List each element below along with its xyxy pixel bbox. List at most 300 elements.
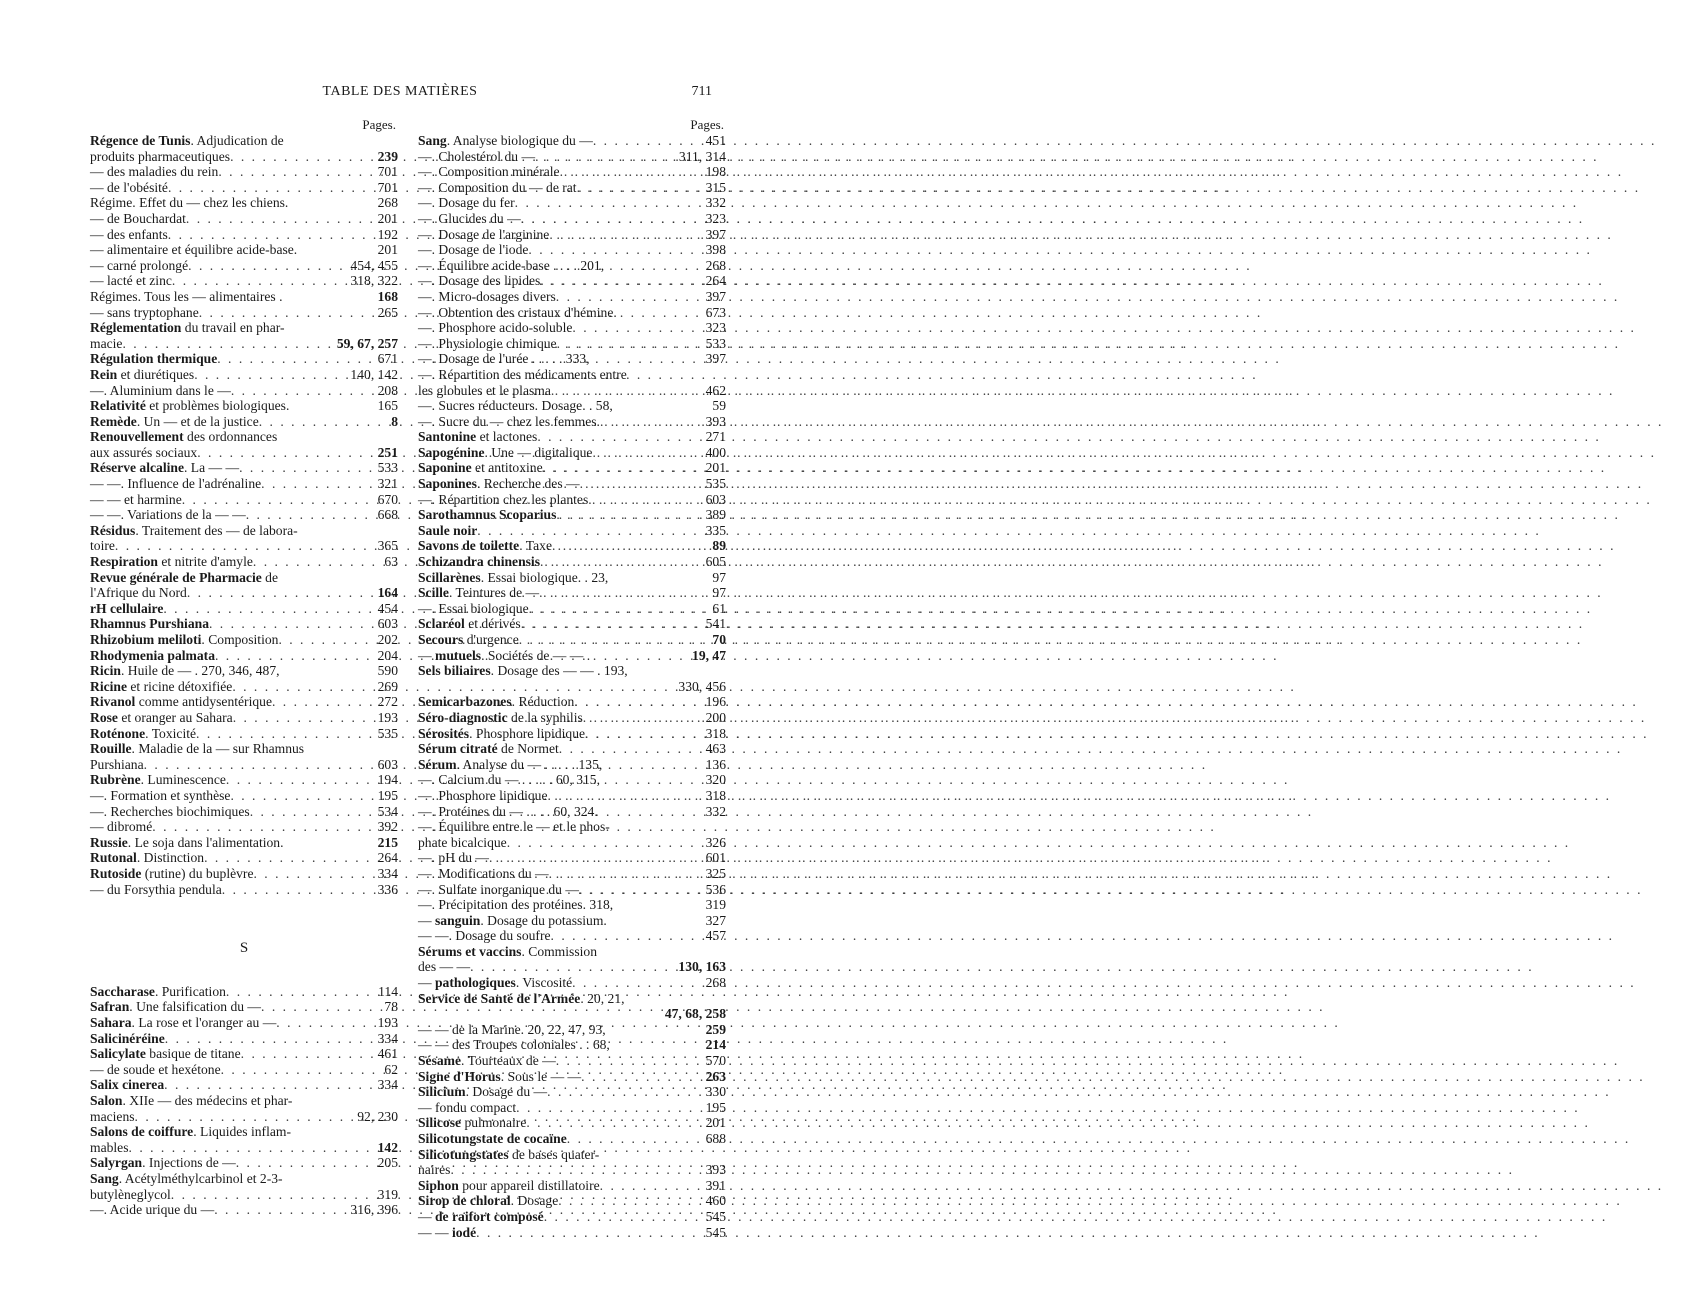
entry-page: 603 (377, 756, 398, 772)
entry-page: 140, 142 (350, 366, 398, 382)
entry-text: Schizandra chinensis (418, 554, 540, 570)
index-entry (418, 570, 726, 586)
index-entry (418, 476, 726, 492)
index-entry (90, 585, 398, 601)
entry-page: 533 (377, 460, 398, 476)
index-entry (418, 1084, 726, 1100)
entry-page: 397 (705, 351, 726, 367)
index-entry (418, 726, 726, 742)
index-entry (90, 999, 398, 1015)
entry-text: Salicinéréine (90, 1030, 165, 1046)
entry-page: 318, 322 (350, 273, 398, 289)
entry-page: 454 (377, 600, 398, 616)
dot-leader (129, 1140, 375, 1156)
entry-text: Ricin. Huile de — . 270, 346, 487, (90, 663, 280, 679)
index-entry (90, 320, 398, 336)
index-entry (90, 476, 398, 492)
entry-text: Sérums et vaccins. Commission (418, 943, 597, 959)
entry-text: —. Sulfate inorganique du — (418, 881, 579, 897)
entry-page: 194 (377, 772, 398, 788)
dot-leader (217, 351, 374, 367)
index-entry (90, 227, 398, 243)
entry-text: — dibromé (90, 819, 153, 835)
entry-page: 335 (705, 522, 726, 538)
index-entry (418, 1193, 726, 1209)
index-entry (90, 1155, 398, 1171)
dot-leader (204, 850, 375, 866)
entry-page: 326 (705, 834, 726, 850)
dot-leader (209, 616, 375, 632)
entry-text: Rutonal. Distinction (90, 850, 205, 866)
entry-text: Revue générale de Pharmacie de (90, 569, 278, 585)
entry-text: —. Obtention des cristaux d'hémine. (418, 304, 617, 320)
entry-page: 536 (705, 881, 726, 897)
index-entry (418, 383, 726, 399)
entry-text: mables (90, 1139, 129, 1155)
dot-leader (187, 585, 375, 601)
index-entry (90, 694, 398, 710)
index-entry (90, 1046, 398, 1062)
section-letter: S (239, 940, 249, 957)
entry-page: 533 (705, 335, 726, 351)
entry-page: 671 (377, 351, 398, 367)
entry-text: —. Phosphore lipidique (418, 787, 548, 803)
entry-page: 334 (377, 1030, 398, 1046)
entry-text: des — — (418, 959, 471, 975)
index-entry (418, 694, 726, 710)
entry-text: — —. Dosage du soufre (418, 928, 551, 944)
entry-page: 259 (705, 1021, 726, 1037)
entry-text: Sang. Analyse biologique du — (418, 133, 593, 148)
entry-text: Régimes. Tous les — alimentaires . (90, 288, 283, 304)
index-entry (90, 133, 398, 149)
index-entry (418, 1162, 726, 1178)
index-entry (418, 866, 726, 882)
dot-leader (540, 554, 703, 570)
entry-text: les globules et le plasma (418, 382, 551, 398)
dot-leader (168, 227, 375, 243)
entry-page: 319 (377, 1186, 398, 1202)
entry-page: 327 (705, 912, 726, 928)
index-entry (418, 741, 726, 757)
entry-page: 201 (377, 242, 398, 258)
index-entry (90, 273, 398, 289)
entry-page: 323 (705, 210, 726, 226)
entry-page: 61 (712, 600, 726, 616)
entry-text: Rouille. Maladie de la — sur Rhamnus (90, 741, 305, 757)
entry-text: — de Bouchardat (90, 210, 186, 226)
entry-text: —. Cholestérol du — (418, 148, 536, 164)
entry-text: —. Physiologie chimique (418, 335, 557, 351)
entry-text: — sans tryptophane (90, 304, 199, 320)
entry-text: Rhizobium meliloti. Composition (90, 632, 279, 647)
entry-text: Renouvellement des ordonnances (90, 429, 278, 445)
dot-leader (592, 445, 702, 461)
index-entry (90, 710, 398, 726)
index-entry (418, 882, 726, 898)
index-entry (418, 429, 726, 445)
entry-text: —. pH du — (418, 850, 489, 866)
index-entry (90, 507, 398, 523)
dot-leader (559, 741, 703, 757)
dot-leader (551, 928, 703, 944)
entry-page: 196 (705, 694, 726, 710)
entry-text: — sanguin. Dosage du potassium. (418, 912, 607, 928)
entry-page: 389 (705, 507, 726, 523)
entry-page: 63 (384, 554, 398, 570)
entry-page: 535 (705, 476, 726, 492)
entry-text: Rose et oranger au Sahara (90, 709, 233, 725)
dot-leader (272, 694, 375, 710)
dot-leader (572, 320, 702, 336)
entry-text: —. Recherches biochimiques (90, 803, 250, 819)
entry-text: —. Aluminium dans le — (90, 382, 231, 398)
dot-leader (537, 429, 702, 445)
index-entry (90, 336, 398, 352)
entry-page: 265 (377, 304, 398, 320)
entry-text: Service de Santé de l'Armée. 20, 21, (418, 990, 625, 1006)
index-entry (90, 554, 398, 570)
entry-text: Scille. Teintures de — (418, 585, 540, 601)
entry-page: 398 (705, 242, 726, 258)
index-entry (418, 1037, 726, 1053)
dot-leader (470, 959, 675, 975)
index-entry (418, 242, 726, 258)
entry-page: 701 (377, 179, 398, 195)
index-entry (418, 523, 726, 539)
entry-page: 673 (705, 304, 726, 320)
entry-page: 193 (377, 1015, 398, 1031)
index-entry (90, 1093, 398, 1109)
dot-leader (515, 195, 703, 211)
index-entry (90, 1202, 398, 1218)
index-entry (418, 585, 726, 601)
entry-text: —. Sucres réducteurs. Dosage. . 58, (418, 398, 613, 414)
entry-text: Sang. Acétylméthylcarbinol et 2-3- (90, 1171, 283, 1186)
entry-page: 269 (377, 678, 398, 694)
dot-leader (122, 336, 333, 352)
entry-text: Russie. Le soja dans l'alimentation. (90, 834, 284, 850)
entry-text: Relativité et problèmes biologiques. (90, 398, 290, 414)
entry-text: — mutuels. Sociétés de — — . (418, 647, 591, 663)
index-entry (90, 367, 398, 383)
entry-text: Salons de coiffure. Liquides inflam- (90, 1124, 291, 1140)
dot-leader (182, 492, 375, 508)
entry-page: 332 (705, 195, 726, 211)
entry-text: Silicotungstate de cocaïne (418, 1131, 567, 1146)
entry-text: —. Micro-dosages divers (418, 288, 556, 304)
entry-text: Roténone. Toxicité (90, 725, 197, 741)
index-entry (418, 414, 726, 430)
entry-page: 78 (384, 999, 398, 1015)
index-entry (90, 492, 398, 508)
index-entry (90, 741, 398, 757)
index-entry (90, 289, 398, 305)
index-entry (90, 149, 398, 165)
entry-text: —. Dosage de l'iode (418, 242, 529, 258)
index-entry (418, 507, 726, 523)
index-entry (418, 180, 726, 196)
entry-text: rH cellulaire (90, 600, 164, 616)
index-entry (418, 991, 726, 1007)
dot-leader (165, 1031, 375, 1047)
index-entry (418, 1147, 726, 1163)
dot-leader (218, 164, 374, 180)
entry-text: — carné prolongé (90, 257, 189, 273)
dot-leader (239, 460, 374, 476)
entry-page: 268 (705, 975, 726, 991)
entry-page: 165 (377, 398, 398, 414)
dot-leader (528, 242, 702, 258)
dot-leader (600, 1178, 703, 1194)
index-entry (418, 289, 726, 305)
entry-page: 164 (377, 585, 398, 601)
entry-text: — de raifort composé (418, 1208, 544, 1224)
dot-leader (548, 788, 703, 804)
dot-leader (246, 507, 375, 523)
index-entry (418, 1209, 726, 1225)
index-entry (90, 383, 398, 399)
dot-leader (233, 710, 375, 726)
entry-page: 142 (377, 1139, 398, 1155)
entry-text: Semicarbazones. Réduction (418, 694, 575, 710)
index-entry (418, 663, 726, 679)
index-entry (90, 242, 398, 258)
entry-text: butylèneglycol (90, 1186, 171, 1202)
entry-text: — des maladies du rein (90, 164, 219, 180)
index-entry (418, 819, 726, 835)
dot-leader (144, 757, 375, 773)
entry-text: —. Phosphore acido-soluble (418, 320, 573, 336)
entry-page: 315 (705, 179, 726, 195)
entry-page: 545 (705, 1224, 726, 1240)
index-entry (418, 133, 726, 149)
index-entry (418, 164, 726, 180)
index-entry (90, 882, 398, 898)
dot-leader (507, 835, 703, 851)
entry-text: —. Équilibre entre le — et le phos- (418, 819, 610, 835)
entry-text: —. Acide urique du — (90, 1202, 215, 1218)
dot-leader (516, 1100, 702, 1116)
entry-text: — — de la Marine. 20, 22, 47, 93, (418, 1021, 606, 1037)
index-entry (90, 523, 398, 539)
entry-page: 318 (705, 725, 726, 741)
dot-leader (135, 1109, 355, 1125)
entry-text: — —. Variations de la — — (90, 507, 246, 523)
index-entry (90, 570, 398, 586)
entry-text: Résidus. Traitement des — de labora- (90, 522, 298, 538)
dot-leader (535, 149, 676, 165)
dot-leader (581, 1069, 702, 1085)
index-entry (90, 305, 398, 321)
dot-leader (556, 507, 702, 523)
dot-leader (539, 585, 709, 601)
index-entry (418, 772, 726, 788)
dot-leader (163, 601, 374, 617)
entry-page: 330, 456 (678, 678, 726, 694)
entry-text: —. Protéines du — . . . . 60, 324. (418, 803, 598, 819)
entry-text: — fondu compact (418, 1099, 517, 1115)
index-entry (418, 1225, 726, 1241)
entry-text: Purshiana (90, 756, 144, 772)
entry-page: 463 (705, 741, 726, 757)
index-entry (90, 351, 398, 367)
index-entry (418, 149, 726, 165)
entry-page: 330 (705, 1084, 726, 1100)
index-entry (90, 866, 398, 882)
entry-text: —. Équilibre acide-base . . . . 201, (418, 257, 605, 273)
entry-page: 334 (377, 865, 398, 881)
entry-text: Scillarènes. Essai biologique. . 23, (418, 569, 609, 585)
dot-leader (230, 788, 374, 804)
dot-leader (556, 1053, 703, 1069)
entry-page: 201 (705, 460, 726, 476)
dot-leader (556, 289, 703, 305)
entry-text: Salon. XIIe — des médecins et phar- (90, 1093, 293, 1109)
entry-page: 97 (712, 569, 726, 585)
dot-leader (214, 1202, 347, 1218)
entry-text: Sels biliaires. Dosage des — — . 193, (418, 663, 628, 679)
entry-text: l'Afrique du Nord (90, 585, 187, 601)
entry-page: 214 (705, 1037, 726, 1053)
entry-text: Remède. Un — et de la justice (90, 413, 259, 429)
entry-page: 89 (712, 538, 726, 554)
dot-leader (172, 273, 348, 289)
entry-page: 701 (377, 164, 398, 180)
dot-leader (583, 710, 703, 726)
index-entry (418, 1069, 726, 1085)
index-entry (90, 679, 398, 695)
index-entry (418, 211, 726, 227)
entry-page: 325 (705, 865, 726, 881)
entry-page: 601 (705, 850, 726, 866)
index-entry (90, 1015, 398, 1031)
index-entry (418, 897, 726, 913)
entry-text: Siphon pour appareil distillatoire (418, 1177, 600, 1193)
dot-leader (196, 726, 375, 742)
dot-leader (164, 1077, 374, 1093)
dot-leader (259, 414, 388, 430)
index-entry (418, 1100, 726, 1116)
dot-leader (477, 523, 702, 539)
index-entry (418, 788, 726, 804)
index-entry (418, 710, 726, 726)
dot-leader (186, 211, 375, 227)
index-entry (418, 1006, 726, 1022)
dot-leader (222, 882, 375, 898)
entry-text: Savons de toilette. Taxe (418, 538, 552, 554)
index-entry (90, 1171, 398, 1187)
entry-text: —. Formation et synthèse (90, 787, 231, 803)
index-entry (418, 367, 726, 383)
entry-text: —. Dosage du fer (418, 195, 515, 211)
entry-page: 541 (705, 616, 726, 632)
dot-leader (529, 601, 710, 617)
entry-text: —. Répartition chez les plantes (418, 491, 589, 507)
entry-text: Saccharase. Purification (90, 983, 226, 999)
entry-page: 393 (705, 1162, 726, 1178)
entry-text: — —. Influence de l'adrénaline (90, 476, 262, 492)
dot-leader (236, 1155, 375, 1171)
entry-text: —. Glucides du — (418, 210, 521, 226)
dot-leader (226, 984, 375, 1000)
dot-leader (579, 882, 703, 898)
entry-text: — de l'obésité (90, 179, 168, 195)
dot-leader (580, 476, 703, 492)
entry-page: 545 (705, 1208, 726, 1224)
entry-page: 670 (377, 491, 398, 507)
entry-text: Rivanol comme antidysentérique (90, 694, 272, 710)
entry-text: Rutoside (rutine) du buplèvre (90, 865, 254, 881)
index-entry (418, 616, 726, 632)
entry-text: Rhamnus Purshiana (90, 616, 209, 632)
entry-text: Sirop de chloral. Dosage (418, 1193, 559, 1209)
dot-leader (250, 804, 375, 820)
index-entry (418, 850, 726, 866)
index-entry (418, 305, 726, 321)
index-entry (418, 1115, 726, 1131)
entry-text: Rhodymenia palmata (90, 647, 215, 663)
index-entry (418, 554, 726, 570)
entry-text: —. Précipitation des protéines. 318, (418, 897, 614, 913)
entry-page: 59 (712, 398, 726, 414)
entry-page: 168 (377, 288, 398, 304)
index-entry (418, 445, 726, 461)
dot-leader (588, 492, 702, 508)
entry-page: 320 (705, 772, 726, 788)
entry-text: Rein et diurétiques (90, 366, 195, 382)
dot-leader (226, 772, 375, 788)
dot-leader (572, 975, 702, 991)
entry-page: 195 (705, 1099, 726, 1115)
index-entry (90, 726, 398, 742)
entry-page: 319 (705, 897, 726, 913)
entry-page: 397 (705, 288, 726, 304)
index-entry (418, 1131, 726, 1147)
entries-s-continued (418, 133, 726, 1240)
index-entry (418, 336, 726, 352)
entry-text: —. Dosage des lipides (418, 273, 541, 289)
dot-leader (521, 616, 703, 632)
entry-page: 365 (377, 538, 398, 554)
dot-leader (574, 694, 702, 710)
dot-leader (549, 866, 703, 882)
index-entry (418, 1022, 726, 1038)
entry-page: 268 (377, 195, 398, 211)
left-column (90, 117, 398, 1218)
index-entry (90, 445, 398, 461)
entry-page: 605 (705, 554, 726, 570)
entry-text: —. Composition du — de rat (418, 179, 577, 195)
dot-leader (171, 1187, 375, 1203)
dot-leader (261, 476, 374, 492)
entry-text: Silicium. Dosage du — (418, 1084, 548, 1100)
dot-leader (552, 538, 709, 554)
dot-leader (168, 180, 375, 196)
entry-text: Salicylate basique de titane (90, 1046, 241, 1062)
index-entry (90, 1077, 398, 1093)
index-entry (418, 804, 726, 820)
index-entry (90, 819, 398, 835)
dot-leader (560, 164, 703, 180)
entry-page: 454, 455 (350, 257, 398, 273)
entry-page: 590 (377, 663, 398, 679)
index-entry (418, 679, 726, 695)
index-entry (90, 1109, 398, 1125)
entry-text: Sahara. La rose et l'oranger au — (90, 1015, 277, 1031)
index-entry (418, 757, 726, 773)
dot-leader (521, 211, 703, 227)
